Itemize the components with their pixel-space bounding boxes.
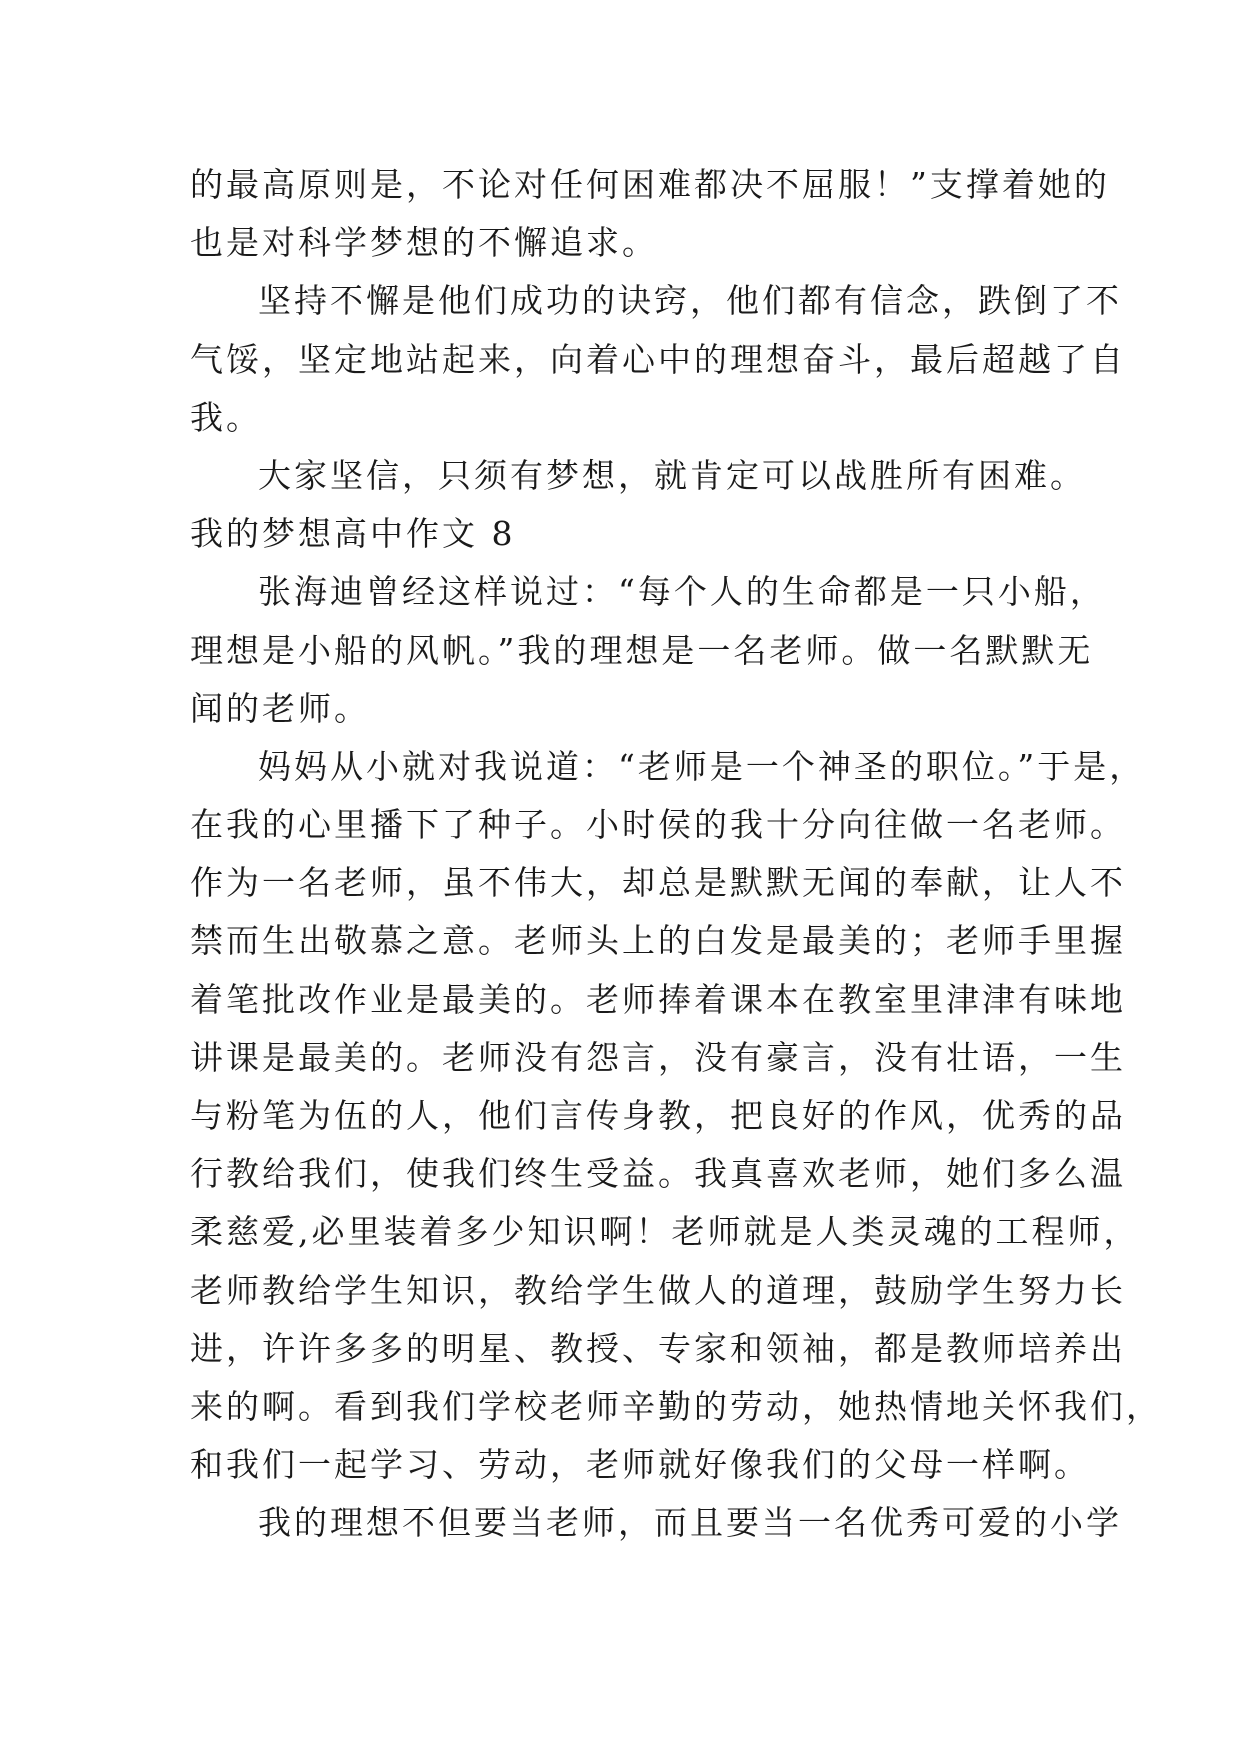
text-line: 在我的心里播下了种子。小时侯的我十分向往做一名老师。 [190,805,1126,845]
text-line: 老师教给学生知识，教给学生做人的道理，鼓励学生努力长 [190,1270,1126,1310]
text-line: 理想是小船的风帆。”我的理想是一名老师。做一名默默无 [190,630,1094,670]
text-line: 坚持不懈是他们成功的诀窍，他们都有信念，跌倒了不 [258,281,1122,321]
text-line: 张海迪曾经这样说过：“每个人的生命都是一只小船， [258,572,1106,612]
text-line: 着笔批改作业是最美的。老师捧着课本在教室里津津有味地 [190,979,1126,1019]
text-line: 和我们一起学习、劳动，老师就好像我们的父母一样啊。 [190,1445,1090,1485]
text-line: 我。 [190,397,262,437]
text-line: 妈妈从小就对我说道：“老师是一个神圣的职位。”于是， [258,746,1146,786]
text-line: 行教给我们，使我们终生受益。我真喜欢老师，她们多么温 [190,1154,1126,1194]
text-line: 气馁，坚定地站起来，向着心中的理想奋斗，最后超越了自 [190,339,1126,379]
text-line: 柔慈爱,必里装着多少知识啊！老师就是人类灵魂的工程师， [190,1212,1140,1252]
text-line: 讲课是最美的。老师没有怨言，没有豪言，没有壮语，一生 [190,1037,1126,1077]
text-line: 来的啊。看到我们学校老师辛勤的劳动，她热情地关怀我们， [190,1386,1162,1426]
text-line: 我的理想不但要当老师，而且要当一名优秀可爱的小学 [258,1503,1122,1543]
essay-text [190,156,1162,1553]
text-line: 作为一名老师，虽不伟大，却总是默默无闻的奉献，让人不 [190,863,1126,903]
text-line: 的最高原则是，不论对任何困难都决不屈服！”支撑着她的 [190,165,1110,204]
text-line: 也是对科学梦想的不懈追求。 [190,223,658,263]
text-line: 进，许许多多的明星、教授、专家和领袖，都是教师培养出 [190,1328,1126,1368]
text-line: 禁而生出敬慕之意。老师头上的白发是最美的；老师手里握 [190,921,1126,961]
text-line: 与粉笔为伍的人，他们言传身教，把良好的作风，优秀的品 [190,1096,1126,1135]
section-heading: 我的梦想高中作文 8 [190,514,516,554]
text-line: 闻的老师。 [190,688,370,728]
text-line: 大家坚信，只须有梦想，就肯定可以战胜所有困难。 [258,455,1086,495]
